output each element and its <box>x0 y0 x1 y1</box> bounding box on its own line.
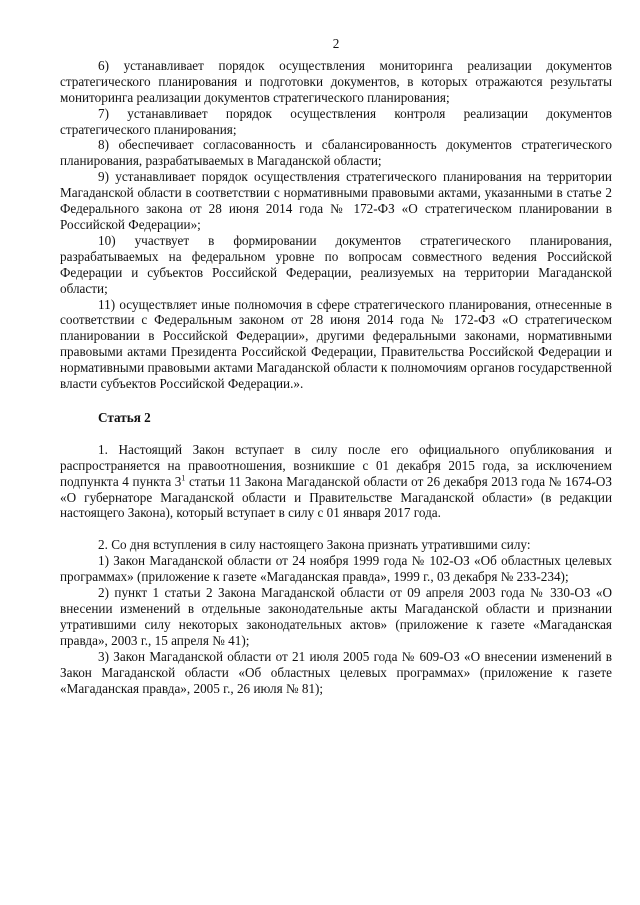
page-number: 2 <box>332 36 340 51</box>
paragraph-text: статьи 11 Закона Магаданской области от 26 декабря 2013 года № 1674-ОЗ «О губернаторе Магаданской области и Правительстве Магаданской области» (в редакции настоящего Закона), который вступает в силу с 01 января 2017 года. <box>60 473 612 521</box>
list-item: 11) осуществляет иные полномочия в сфере стратегического планирования, отнесенные в соответствии с Федеральным законом от 28 июня 2014 года № 172-ФЗ «О стратегическом планировании в Российской Федерации», другими федеральными законами, нормативными правовыми актами Президента Российской Федерации, Правительства Российской Федерации и нормативными правовыми актами Магаданской области к полномочиям органов государственной власти субъектов Российской Федерации.». <box>60 296 612 392</box>
article-paragraph-1 <box>60 442 612 522</box>
list-item: 10) участвует в формировании документов стратегического планирования, разрабатываемых на федеральном уровне по вопросам совместного ведения Российской Федерации и субъектов Российской Федерации, реализуемых на территории Магаданской области; <box>60 232 612 296</box>
list-item: 2) пункт 1 статьи 2 Закона Магаданской области от 09 апреля 2003 года № 330-ОЗ «О внесении изменений в отдельные законодательные акты Магаданской области и признании утратившими силу некоторых законодательных актов» (приложение к газете «Магаданская правда», 2003 г., 15 апреля № 41); <box>60 585 612 648</box>
list-item: 8) обеспечивает согласованность и сбалансированность документов стратегического планирования, разрабатываемых в Магаданской области; <box>60 137 612 169</box>
list-item: 3) Закон Магаданской области от 21 июля 2005 года № 609-ОЗ «О внесении изменений в Закон Магаданской области «Об областных целевых программах» (приложение к газете «Магаданская правда», 2005 г., 26 июля № 81); <box>60 648 612 696</box>
article-paragraph-2: 2. Со дня вступления в силу настоящего Закона признать утратившими силу: <box>98 537 531 553</box>
paragraph-text: 1. Настоящий Закон вступает в силу после его официального опубликования и распространяется на правоотношения, возникшие с 01 декабря 2015 года, за исключением подпункта 4 пункта 3 <box>60 441 612 489</box>
list-item: 7) устанавливает порядок осуществления контроля реализации документов стратегического планирования; <box>60 105 612 137</box>
list-item: 6) устанавливает порядок осуществления мониторинга реализации документов стратегического планирования и подготовки документов, в которых отражаются результаты мониторинга реализации документов стратегического планирования; <box>60 57 612 105</box>
list-item: 1) Закон Магаданской области от 24 ноября 1999 года № 102-ОЗ «Об областных целевых программах» (приложение к газете «Магаданская правда», 1999 г., 03 декабря № 233-234); <box>60 553 612 585</box>
article-heading: Статья 2 <box>98 409 151 425</box>
superscript-number: 1 <box>181 473 186 483</box>
list-item: 9) устанавливает порядок осуществления стратегического планирования на территории Магаданской области в соответствии с нормативными правовыми актами, указанными в статье 2 Федерального закона от 28 июня 2014 года № 172-ФЗ «О стратегическом планировании в Российской Федерации»; <box>60 169 612 232</box>
